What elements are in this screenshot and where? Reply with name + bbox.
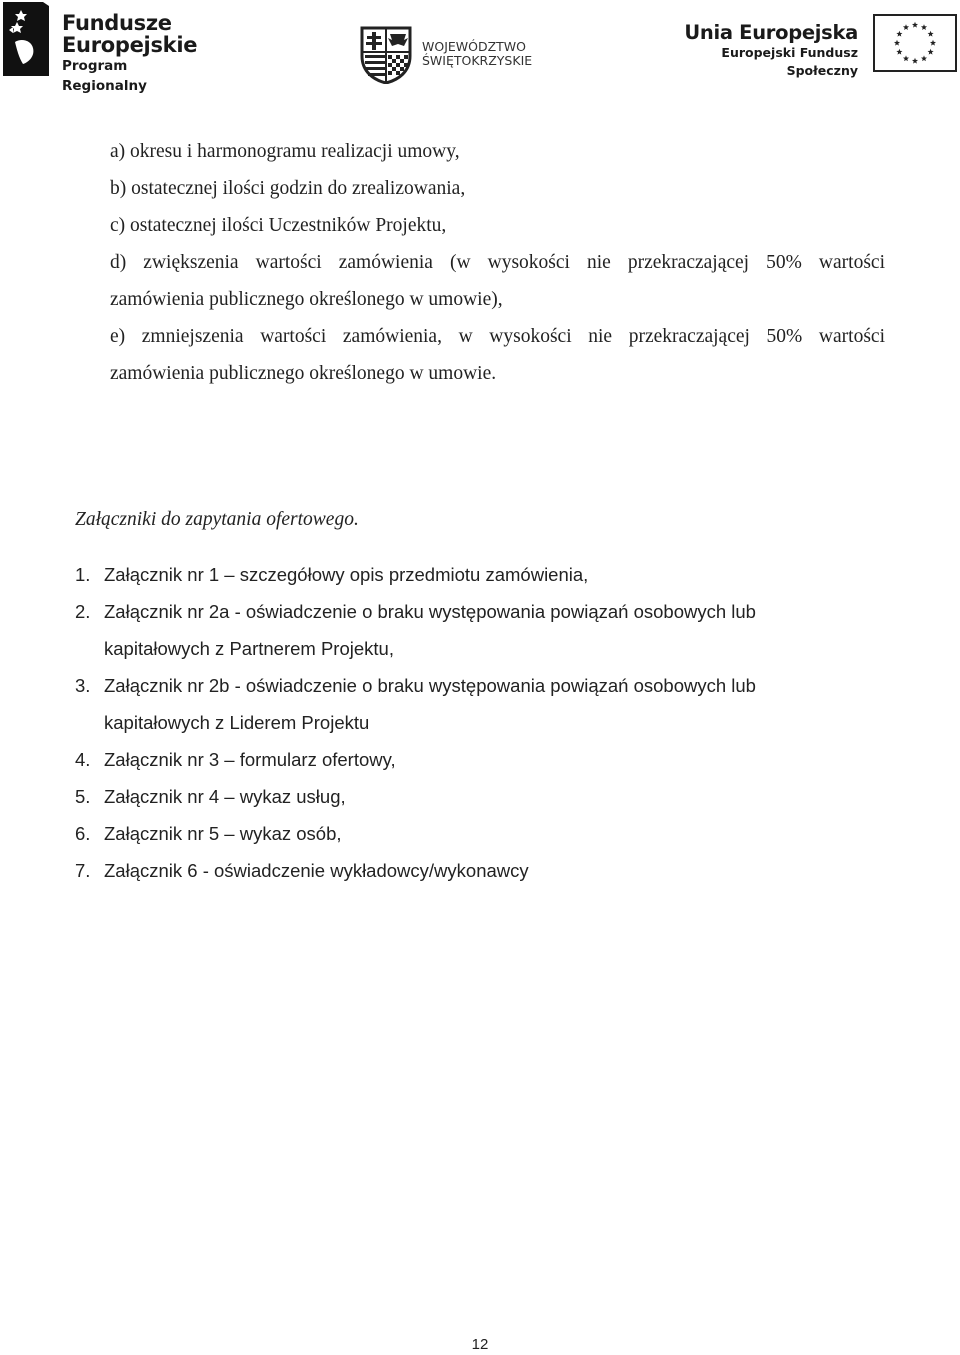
europejskie-label: Europejskie — [62, 33, 198, 57]
attachment-text: Załącznik nr 3 – formularz ofertowy, — [104, 749, 396, 770]
program-regionalny-label: Program Regionalny — [62, 58, 147, 94]
list-item: e) zmniejszenia wartości zamówienia, w wysokości nie przekraczającej 50% wartości — [110, 326, 885, 347]
attachment-item — [75, 674, 756, 698]
attachment-text: Załącznik nr 1 – szczegółowy opis przedmiotu zamówienia, — [104, 564, 589, 585]
unia-europejska-label: Unia Europejska — [684, 21, 858, 44]
attachment-number: 4. — [75, 749, 91, 770]
attachment-text: Załącznik 6 - oświadczenie wykładowcy/wykonawcy — [104, 860, 529, 881]
attachment-item — [75, 859, 529, 883]
attachment-number: 7. — [75, 860, 91, 881]
swietokrzyskie-label: ŚWIĘTOKRZYSKIE — [422, 53, 533, 68]
attachment-number: 2. — [75, 601, 91, 622]
attachment-text-continuation: kapitałowych z Liderem Projektu — [104, 712, 370, 733]
attachment-number: 3. — [75, 675, 91, 696]
wojewodztwo-swietokrzyskie-logo — [360, 26, 540, 86]
attachment-number: 6. — [75, 823, 91, 844]
fundusze-label: Fundusze — [62, 11, 172, 35]
list-item-continuation: zamówienia publicznego określonego w umowie. — [110, 363, 497, 384]
fundusze-europejskie-logo — [3, 2, 203, 94]
unia-europejska-logo — [676, 14, 956, 76]
page-header — [0, 0, 960, 94]
fundusze-europejskie-emblem-icon — [3, 2, 59, 76]
attachment-number: 1. — [75, 564, 91, 585]
list-item: a) okresu i harmonogramu realizacji umowy, — [110, 141, 460, 162]
attachments-heading: Załączniki do zapytania ofertowego. — [75, 509, 359, 530]
attachment-item — [75, 822, 342, 846]
page-number: 12 — [471, 1336, 489, 1353]
attachment-text: Załącznik nr 2b - oświadczenie o braku występowania powiązań osobowych lub — [104, 675, 756, 696]
attachment-text-continuation: kapitałowych z Partnerem Projektu, — [104, 638, 394, 659]
attachment-item — [75, 600, 756, 624]
list-item: b) ostatecznej ilości godzin do zrealizowania, — [110, 178, 466, 199]
list-item: d) zwiększenia wartości zamówienia (w wysokości nie przekraczającej 50% wartości — [110, 252, 885, 273]
attachment-item — [75, 748, 396, 772]
attachment-item — [75, 785, 346, 809]
attachment-item — [75, 563, 588, 587]
attachment-number: 5. — [75, 786, 91, 807]
list-item: c) ostatecznej ilości Uczestników Projektu, — [110, 215, 447, 236]
efs-label: Europejski Fundusz Społeczny — [721, 45, 858, 78]
attachment-text: Załącznik nr 5 – wykaz osób, — [104, 823, 342, 844]
coat-of-arms-icon — [360, 26, 412, 84]
wojewodztwo-label: WOJEWÓDZTWO — [422, 39, 527, 54]
list-item-continuation: zamówienia publicznego określonego w umowie), — [110, 289, 503, 310]
eu-flag-icon — [873, 14, 957, 72]
attachment-text: Załącznik nr 4 – wykaz usług, — [104, 786, 346, 807]
attachment-text: Załącznik nr 2a - oświadczenie o braku występowania powiązań osobowych lub — [104, 601, 756, 622]
